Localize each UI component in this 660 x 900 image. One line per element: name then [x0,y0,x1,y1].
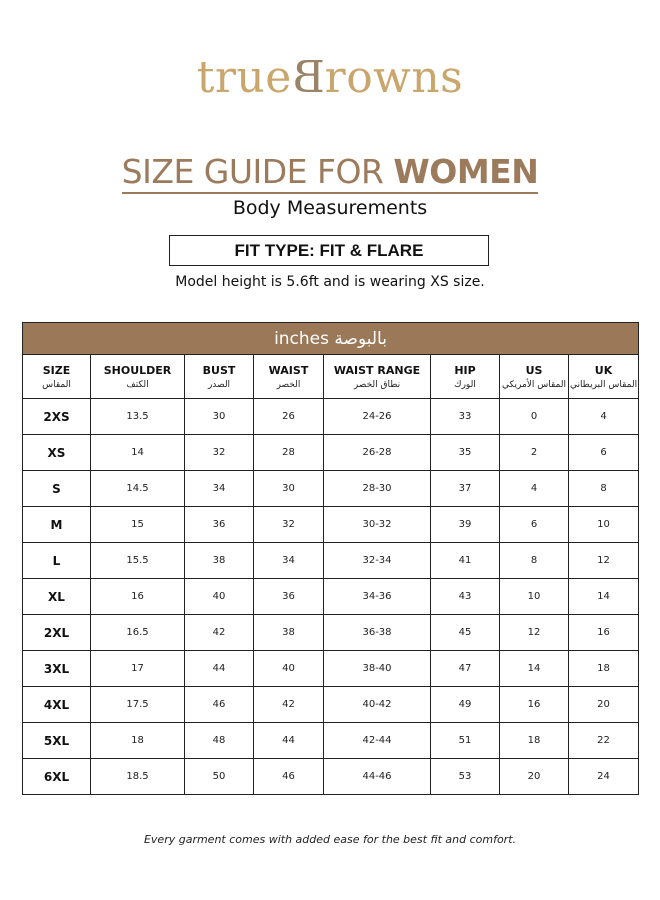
page-title [0,152,660,191]
measurement-cell: 30 [254,471,324,507]
column-header-size [23,355,91,399]
measurement-cell: 38 [185,543,254,579]
column-header-arabic-label: الخصر [276,379,301,390]
measurement-cell: 48 [185,723,254,759]
brand-logo [0,52,660,103]
size-cell: M [23,507,91,543]
column-header-label: US [525,363,543,377]
logo-text-true: true [196,52,292,103]
measurement-cell: 18.5 [91,759,185,795]
subtitle: Body Measurements [232,197,428,219]
measurement-cell: 42 [254,687,324,723]
measurement-cell: 4 [500,471,569,507]
measurement-cell: 6 [569,435,639,471]
measurement-cell: 38-40 [324,651,431,687]
column-header-label: HIP [454,363,476,377]
measurement-cell: 30-32 [324,507,431,543]
measurement-cell: 14 [91,435,185,471]
measurement-cell: 17 [91,651,185,687]
measurement-cell: 13.5 [91,399,185,435]
column-header-arabic-label: نطاق الخصر [353,379,401,390]
measurement-cell: 10 [569,507,639,543]
measurement-cell: 36 [185,507,254,543]
measurement-cell: 12 [569,543,639,579]
measurement-cell: 32 [254,507,324,543]
column-header-bust [185,355,254,399]
measurement-cell: 33 [431,399,500,435]
measurement-cell: 46 [254,759,324,795]
measurement-cell: 8 [500,543,569,579]
measurement-cell: 49 [431,687,500,723]
table-row [23,651,639,687]
measurement-cell: 8 [569,471,639,507]
measurement-cell: 28-30 [324,471,431,507]
measurement-cell: 22 [569,723,639,759]
table-row [23,723,639,759]
table-row [23,435,639,471]
measurement-cell: 38 [254,615,324,651]
measurement-cell: 6 [500,507,569,543]
size-cell: S [23,471,91,507]
measurement-cell: 46 [185,687,254,723]
measurement-cell: 2 [500,435,569,471]
measurement-cell: 42 [185,615,254,651]
table-row [23,759,639,795]
measurement-cell: 4 [569,399,639,435]
size-cell: L [23,543,91,579]
column-header-uk [569,355,639,399]
measurement-cell: 32-34 [324,543,431,579]
measurement-cell: 41 [431,543,500,579]
measurement-cell: 12 [500,615,569,651]
measurement-cell: 34-36 [324,579,431,615]
measurement-cell: 10 [500,579,569,615]
fit-type-box: FIT TYPE: FIT & FLARE [169,235,489,266]
measurement-cell: 35 [431,435,500,471]
size-table [22,322,639,795]
measurement-cell: 50 [185,759,254,795]
measurement-cell: 20 [569,687,639,723]
measurement-cell: 42-44 [324,723,431,759]
measurement-cell: 40 [185,579,254,615]
measurement-cell: 14 [500,651,569,687]
size-cell: 3XL [23,651,91,687]
measurement-cell: 15.5 [91,543,185,579]
measurement-cell: 45 [431,615,500,651]
table-row [23,615,639,651]
size-cell: 6XL [23,759,91,795]
measurement-cell: 36 [254,579,324,615]
column-header-arabic-label: المقاس البريطاني [569,379,638,390]
measurement-cell: 44-46 [324,759,431,795]
measurement-cell: 17.5 [91,687,185,723]
size-cell: 5XL [23,723,91,759]
measurement-cell: 36-38 [324,615,431,651]
measurement-cell: 18 [91,723,185,759]
measurement-cell: 28 [254,435,324,471]
column-header-arabic-label: الكتف [126,379,149,390]
measurement-cell: 43 [431,579,500,615]
column-header-label: SHOULDER [103,363,172,377]
column-header-waist [254,355,324,399]
column-header-hip [431,355,500,399]
table-row [23,471,639,507]
column-header-label: BUST [202,363,236,377]
measurement-cell: 37 [431,471,500,507]
column-header-label: UK [594,363,613,377]
measurement-cell: 14.5 [91,471,185,507]
column-header-shoulder [91,355,185,399]
measurement-cell: 34 [254,543,324,579]
measurement-cell: 26 [254,399,324,435]
column-header-us [500,355,569,399]
measurement-cell: 16 [91,579,185,615]
size-cell: 2XS [23,399,91,435]
title-light: SIZE GUIDE FOR [121,152,394,191]
logo-text-rowns: rowns [324,52,464,103]
table-row [23,399,639,435]
column-header-arabic-label: المقاس [42,379,71,390]
measurement-cell: 20 [500,759,569,795]
measurement-cell: 51 [431,723,500,759]
unit-header: inches بالبوصة [23,323,639,355]
measurement-cell: 34 [185,471,254,507]
footnote: Every garment comes with added ease for the best fit and comfort. [143,833,517,846]
measurement-cell: 24 [569,759,639,795]
measurement-cell: 16 [569,615,639,651]
measurement-cell: 44 [185,651,254,687]
measurement-cell: 18 [569,651,639,687]
logo-b-glyph: B [291,52,325,103]
size-cell: XL [23,579,91,615]
measurement-cell: 30 [185,399,254,435]
measurement-cell: 53 [431,759,500,795]
table-row [23,507,639,543]
column-header-arabic-label: المقاس الأمريكي [502,379,566,390]
measurement-cell: 39 [431,507,500,543]
column-header-row [23,355,639,399]
model-note: Model height is 5.6ft and is wearing XS size. [175,274,485,290]
measurement-cell: 26-28 [324,435,431,471]
column-header-arabic-label: الورك [454,379,476,390]
column-header-waist-range [324,355,431,399]
measurement-cell: 32 [185,435,254,471]
measurement-cell: 14 [569,579,639,615]
size-cell: 4XL [23,687,91,723]
column-header-arabic-label: الصدر [207,379,231,390]
table-row [23,579,639,615]
column-header-label: WAIST [268,363,309,377]
measurement-cell: 24-26 [324,399,431,435]
measurement-cell: 40-42 [324,687,431,723]
size-cell: 2XL [23,615,91,651]
measurement-cell: 0 [500,399,569,435]
measurement-cell: 40 [254,651,324,687]
measurement-cell: 47 [431,651,500,687]
title-bold: WOMEN [393,152,539,191]
measurement-cell: 16.5 [91,615,185,651]
column-header-label: WAIST RANGE [333,363,421,377]
size-cell: XS [23,435,91,471]
table-row [23,543,639,579]
column-header-label: SIZE [42,363,71,377]
measurement-cell: 44 [254,723,324,759]
table-body [23,399,639,795]
measurement-cell: 16 [500,687,569,723]
measurement-cell: 15 [91,507,185,543]
measurement-cell: 18 [500,723,569,759]
table-row [23,687,639,723]
